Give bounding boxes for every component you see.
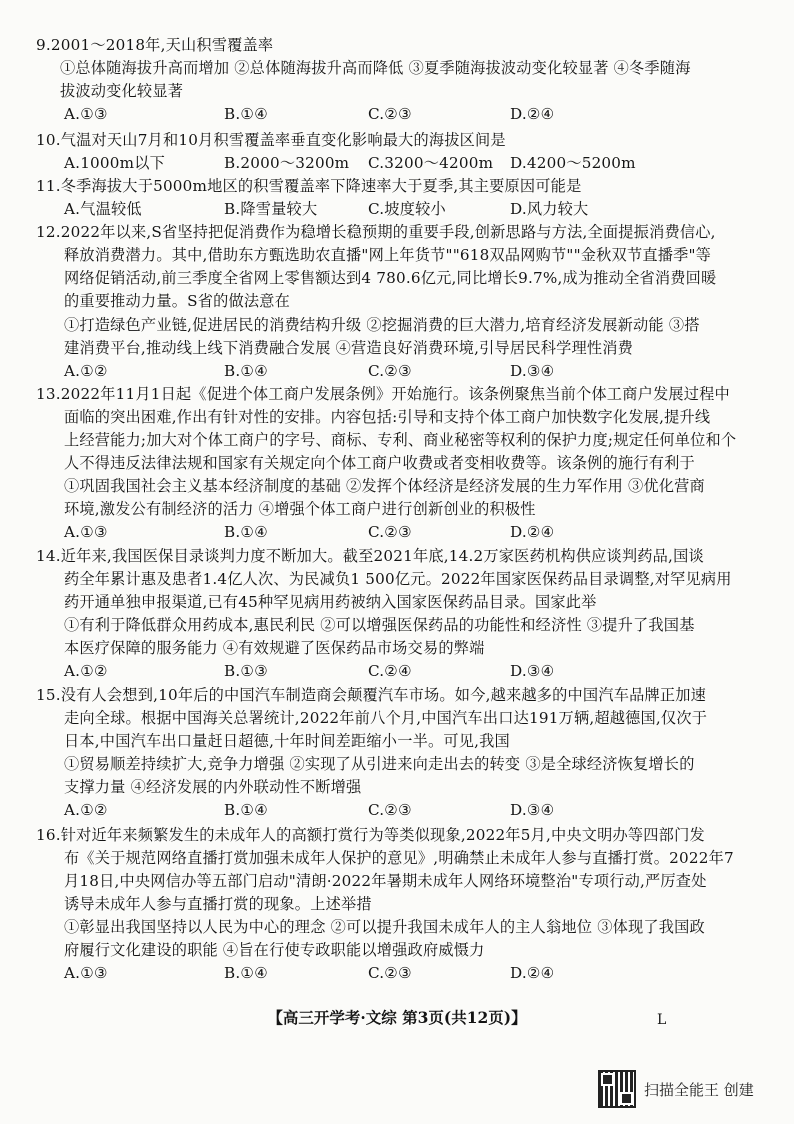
question-text-line: 月18日,中央网信办等五部门启动"清朗·2022年暑期未成年人网络环境整治"专项行动,严厉查处 — [64, 872, 707, 890]
option-a: A.①② — [64, 662, 108, 680]
option-b: B.①③ — [224, 662, 269, 680]
option-a: A.气温较低 — [64, 200, 142, 218]
option-c: C.②③ — [368, 801, 412, 819]
option-d: D.③④ — [510, 362, 555, 380]
option-c: C.坡度较小 — [368, 200, 446, 218]
option-a: A.①③ — [64, 523, 108, 541]
option-d: D.4200～5200m — [510, 154, 636, 172]
option-d: D.风力较大 — [510, 200, 589, 218]
question-text-line: 日本,中国汽车出口量赶日超德,十年时间差距缩小一半。可见,我国 — [64, 732, 510, 750]
corner-mark: L — [657, 1012, 667, 1028]
question-text-line: 人不得违反法律法规和国家有关规定向个体工商户收费或者变相收费等。该条例的施行有利于 — [64, 454, 695, 472]
option-a: A.①③ — [64, 964, 108, 982]
question-text-line: 上经营能力;加大对个体工商户的字号、商标、专利、商业秘密等权利的保护力度;规定任何单位和个 — [64, 431, 737, 449]
option-b: B.①④ — [224, 964, 269, 982]
question-text-line: 环境,激发公有制经济的活力 ④增强个体工商户进行创新创业的积极性 — [64, 500, 536, 518]
question-text-line: 走向全球。根据中国海关总署统计,2022年前八个月,中国汽车出口达191万辆,超越德国,仅次于 — [64, 709, 708, 727]
question-text-line: ①彰显出我国坚持以人民为中心的理念 ②可以提升我国未成年人的主人翁地位 ③体现了我国政 — [64, 918, 705, 936]
question-text-line: 支撑力量 ④经济发展的内外联动性不断增强 — [64, 778, 362, 796]
question-text-line: 13.2022年11月1日起《促进个体工商户发展条例》开始施行。该条例聚焦当前个体工商户发展过程中 — [36, 385, 730, 403]
option-c: C.3200～4200m — [368, 154, 494, 172]
question-text-line: 府履行文化建设的职能 ④旨在行使专政职能以增强政府威慑力 — [64, 941, 485, 959]
option-a: A.1000m以下 — [64, 154, 166, 172]
option-b: B.降雪量较大 — [224, 200, 318, 218]
option-a: A.①② — [64, 801, 108, 819]
question-text-line: ①巩固我国社会主义基本经济制度的基础 ②发挥个体经济是经济发展的生力军作用 ③优化营商 — [64, 477, 705, 495]
question-text-line: 诱导未成年人参与直播打赏的现象。上述举措 — [64, 895, 372, 913]
question-text-line: 11.冬季海拔大于5000m地区的积雪覆盖率下降速率大于夏季,其主要原因可能是 — [36, 177, 582, 195]
option-c: C.②④ — [368, 662, 412, 680]
option-a: A.①③ — [64, 105, 108, 123]
question-text-line: ①有利于降低群众用药成本,惠民利民 ②可以增强医保药品的功能性和经济性 ③提升了我国基 — [64, 616, 695, 634]
option-d: D.③④ — [510, 662, 555, 680]
option-c: C.②③ — [368, 523, 412, 541]
question-text-line: 15.没有人会想到,10年后的中国汽车制造商会颠覆汽车市场。如今,越来越多的中国汽车品牌正加速 — [36, 686, 707, 704]
question-text-line: 本医疗保障的服务能力 ④有效规避了医保药品市场交易的弊端 — [64, 639, 485, 657]
question-text-line: 12.2022年以来,S省坚持把促消费作为稳增长稳预期的重要手段,创新思路与方法,全面提振消费信心, — [36, 223, 716, 241]
page-footer: 【高三开学考·文综 第3页(共12页)】 — [267, 1008, 527, 1027]
option-d: D.②④ — [510, 523, 555, 541]
question-text-line: 药开通单独申报渠道,已有45种罕见病用药被纳入国家医保药品目录。国家此举 — [64, 593, 597, 611]
option-d: D.②④ — [510, 105, 555, 123]
option-b: B.①④ — [224, 105, 269, 123]
option-d: D.③④ — [510, 801, 555, 819]
option-a: A.①② — [64, 362, 108, 380]
option-c: C.②③ — [368, 362, 412, 380]
question-text-line: 10.气温对天山7月和10月积雪覆盖率垂直变化影响最大的海拔区间是 — [36, 131, 506, 149]
question-text-line: ①总体随海拔升高而增加 ②总体随海拔升高而降低 ③夏季随海拔波动变化较显著 ④冬季随海 — [60, 59, 691, 77]
question-text-line: ①打造绿色产业链,促进居民的消费结构升级 ②挖掘消费的巨大潜力,培育经济发展新动能 ③搭 — [64, 316, 700, 334]
question-text-line: 面临的突出困难,作出有针对性的安排。内容包括:引导和支持个体工商户加快数字化发展,提升线 — [64, 408, 711, 426]
option-b: B.①④ — [224, 523, 269, 541]
question-text-line: 9.2001～2018年,天山积雪覆盖率 — [36, 36, 274, 54]
option-b: B.①④ — [224, 801, 269, 819]
question-text-line: 布《关于规范网络直播打赏加强未成年人保护的意见》,明确禁止未成年人参与直播打赏。2022年7 — [64, 849, 734, 867]
option-b: B.①④ — [224, 362, 269, 380]
question-text-line: 药全年累计惠及患者1.4亿人次、为民减负1 500亿元。2022年国家医保药品目录调整,对罕见病用 — [64, 570, 732, 588]
qr-code-icon — [598, 1070, 636, 1108]
question-text-line: 14.近年来,我国医保目录谈判力度不断加大。截至2021年底,14.2万家医药机构供应谈判药品,国谈 — [36, 547, 704, 565]
option-b: B.2000～3200m — [224, 154, 350, 172]
question-text-line: 拔波动变化较显著 — [60, 82, 184, 100]
question-text-line: 建消费平台,推动线上线下消费融合发展 ④营造良好消费环境,引导居民科学理性消费 — [64, 339, 634, 357]
question-text-line: 网络促销活动,前三季度全省网上零售额达到4 780.6亿元,同比增长9.7%,成为推动全省消费回暖 — [64, 269, 717, 287]
question-text-line: 16.针对近年来频繁发生的未成年人的高额打赏行为等类似现象,2022年5月,中央文明办等四部门发 — [36, 826, 705, 844]
option-c: C.②③ — [368, 105, 412, 123]
question-text-line: 的重要推动力量。S省的做法意在 — [64, 292, 291, 310]
option-c: C.②③ — [368, 964, 412, 982]
question-text-line: 释放消费潜力。其中,借助东方甄选助农直播"网上年货节""618双品网购节""金秋双节直播季"等 — [64, 246, 712, 264]
watermark-text: 扫描全能王 创建 — [644, 1080, 754, 1099]
scanner-watermark — [598, 1070, 754, 1108]
option-d: D.②④ — [510, 964, 555, 982]
question-text-line: ①贸易顺差持续扩大,竞争力增强 ②实现了从引进来向走出去的转变 ③是全球经济恢复增长的 — [64, 755, 695, 773]
